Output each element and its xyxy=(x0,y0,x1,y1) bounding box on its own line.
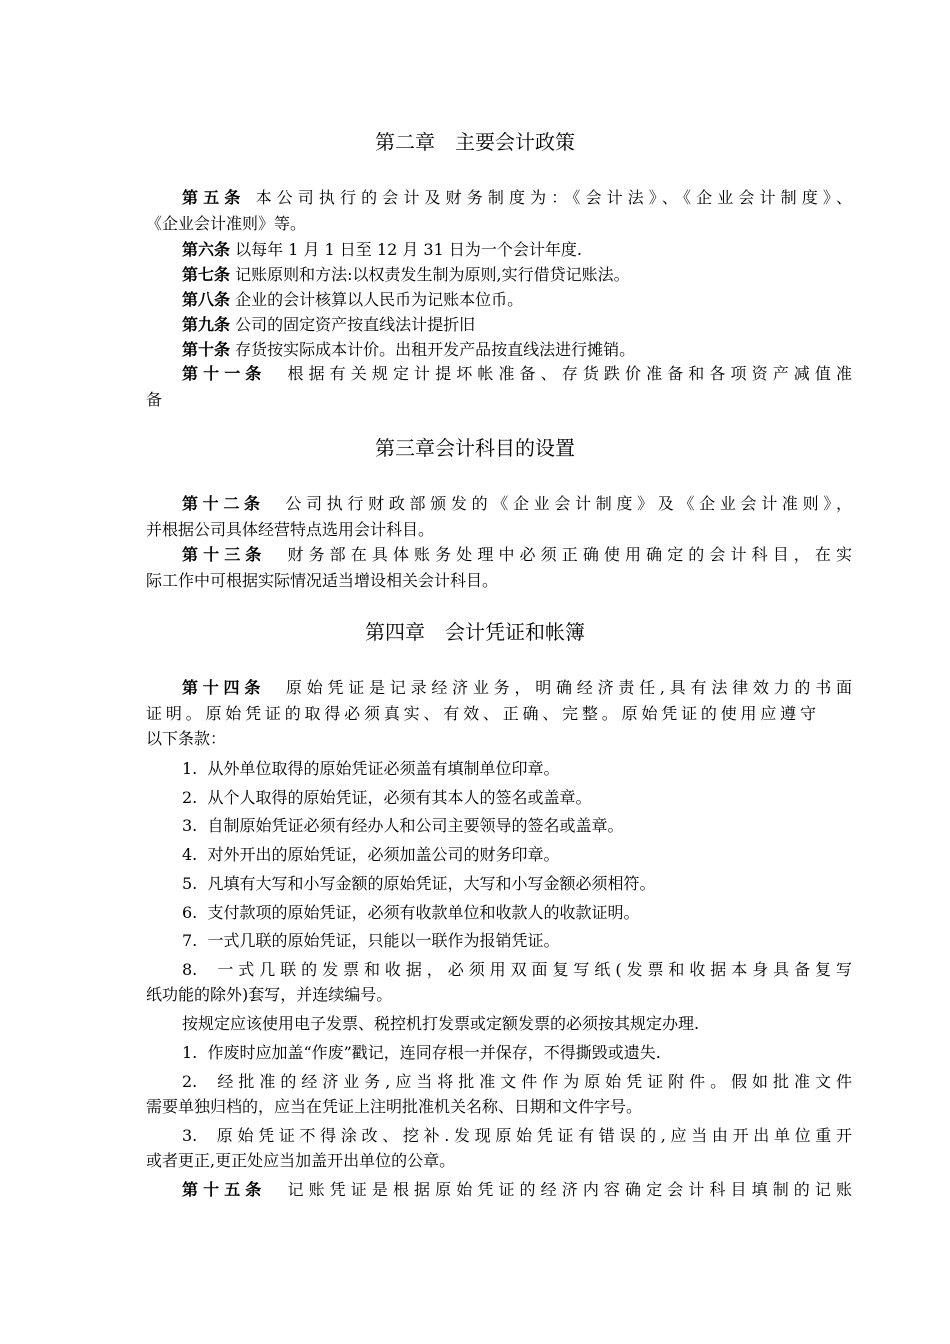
list-item-2-line-2: 需要单独归档的，应当在凭证上注明批准机关名称、日期和文件字号。 xyxy=(146,1097,643,1116)
article-14-line-3: 以下条款： xyxy=(146,729,227,748)
article-label: 第十二条 xyxy=(182,494,265,513)
article-8: 第八条 企业的会计核算以人民币为记账本位币。 xyxy=(182,290,524,309)
list-item-3-line-1: 3. 原始凭证不得涂改、挖补.发现原始凭证有错误的,应当由开出单位重开 xyxy=(182,1126,852,1145)
article-label: 第七条 xyxy=(182,265,231,284)
list-item: 3. 自制原始凭证必须有经办人和公司主要领导的签名或盖章。 xyxy=(182,816,624,835)
article-11-line-1: 第十一条 根据有关规定计提坏帐准备、存货跌价准备和各项资产减值准 xyxy=(182,364,852,383)
article-label: 第十一条 xyxy=(182,364,267,383)
list-item-8-line-2: 纸功能的除外)套写，并连续编号。 xyxy=(146,985,393,1004)
article-label: 第九条 xyxy=(182,315,231,334)
article-10: 第十条 存货按实际成本计价。出租开发产品按直线法进行摊销。 xyxy=(182,340,636,359)
article-12-line-2: 并根据公司具体经营特点选用会计科目。 xyxy=(146,520,435,539)
article-label: 第十三条 xyxy=(182,545,267,564)
article-12-line-1: 第十二条 公司执行财政部颁发的《企业会计制度》及《企业会计准则》， xyxy=(182,494,852,513)
article-13-line-1: 第十三条 财务部在具体账务处理中必须正确使用确定的会计科目，在实 xyxy=(182,545,852,564)
list-item: 1. 从外单位取得的原始凭证必须盖有填制单位印章。 xyxy=(182,759,560,778)
article-13-line-2: 际工作中可根据实际情况适当增设相关会计科目。 xyxy=(146,571,499,590)
article-11-line-2: 备 xyxy=(146,390,163,409)
list-item-3-line-2: 或者更正,更正处应当加盖开出单位的公章。 xyxy=(146,1151,456,1170)
article-14-line-2: 证明。原始凭证的取得必须真实、有效、正确、完整。原始凭证的使用应遵守 xyxy=(146,704,816,723)
list-item: 5. 凡填有大写和小写金额的原始凭证，大写和小写金额必须相符。 xyxy=(182,874,656,893)
invoice-rule: 按规定应该使用电子发票、税控机打发票或定额发票的必须按其规定办理. xyxy=(182,1014,700,1033)
article-15-line-1: 第十五条 记账凭证是根据原始凭证的经济内容确定会计科目填制的记账 xyxy=(182,1180,852,1199)
chapter-4-heading: 第四章 会计凭证和帐簿 xyxy=(365,620,585,644)
article-14-line-1: 第十四条 原始凭证是记录经济业务，明确经济责任,具有法律效力的书面 xyxy=(182,678,852,697)
article-label: 第五条 xyxy=(182,188,246,207)
article-5-line-1: 第五条 本公司执行的会计及财务制度为：《会计法》、《企业会计制度》、 xyxy=(182,188,852,207)
list-item-2-line-1: 2. 经批准的经济业务,应当将批准文件作为原始凭证附件。假如批准文件 xyxy=(182,1072,852,1091)
article-label: 第十条 xyxy=(182,340,231,359)
list-item: 4. 对外开出的原始凭证，必须加盖公司的财务印章。 xyxy=(182,845,560,864)
list-item: 2. 从个人取得的原始凭证，必须有其本人的签名或盖章。 xyxy=(182,788,592,807)
list-item: 1. 作废时应加盖“作废”戳记，连同存根一并保存，不得撕毁或遗失. xyxy=(182,1043,661,1062)
list-item: 6. 支付款项的原始凭证，必须有收款单位和收款人的收款证明。 xyxy=(182,903,640,922)
article-label: 第六条 xyxy=(182,240,231,259)
article-label: 第十四条 xyxy=(182,678,266,697)
article-5-line-2: 《企业会计准则》等。 xyxy=(146,214,307,233)
article-label: 第八条 xyxy=(182,290,231,309)
article-label: 第十五条 xyxy=(182,1180,267,1199)
article-7: 第七条 记账原则和方法:以权责发生制为原则,实行借贷记账法。 xyxy=(182,265,630,284)
article-9: 第九条 公司的固定资产按直线法计提折旧 xyxy=(182,315,476,334)
chapter-3-heading: 第三章会计科目的设置 xyxy=(375,436,575,460)
list-item-8-line-1: 8. 一式几联的发票和收据，必须用双面复写纸(发票和收据本身具备复写 xyxy=(182,960,852,979)
article-6: 第六条 以每年 1 月 1 日至 12 月 31 日为一个会计年度. xyxy=(182,240,582,259)
list-item: 7. 一式几联的原始凭证，只能以一联作为报销凭证。 xyxy=(182,931,560,950)
chapter-2-heading: 第二章 主要会计政策 xyxy=(375,130,575,154)
